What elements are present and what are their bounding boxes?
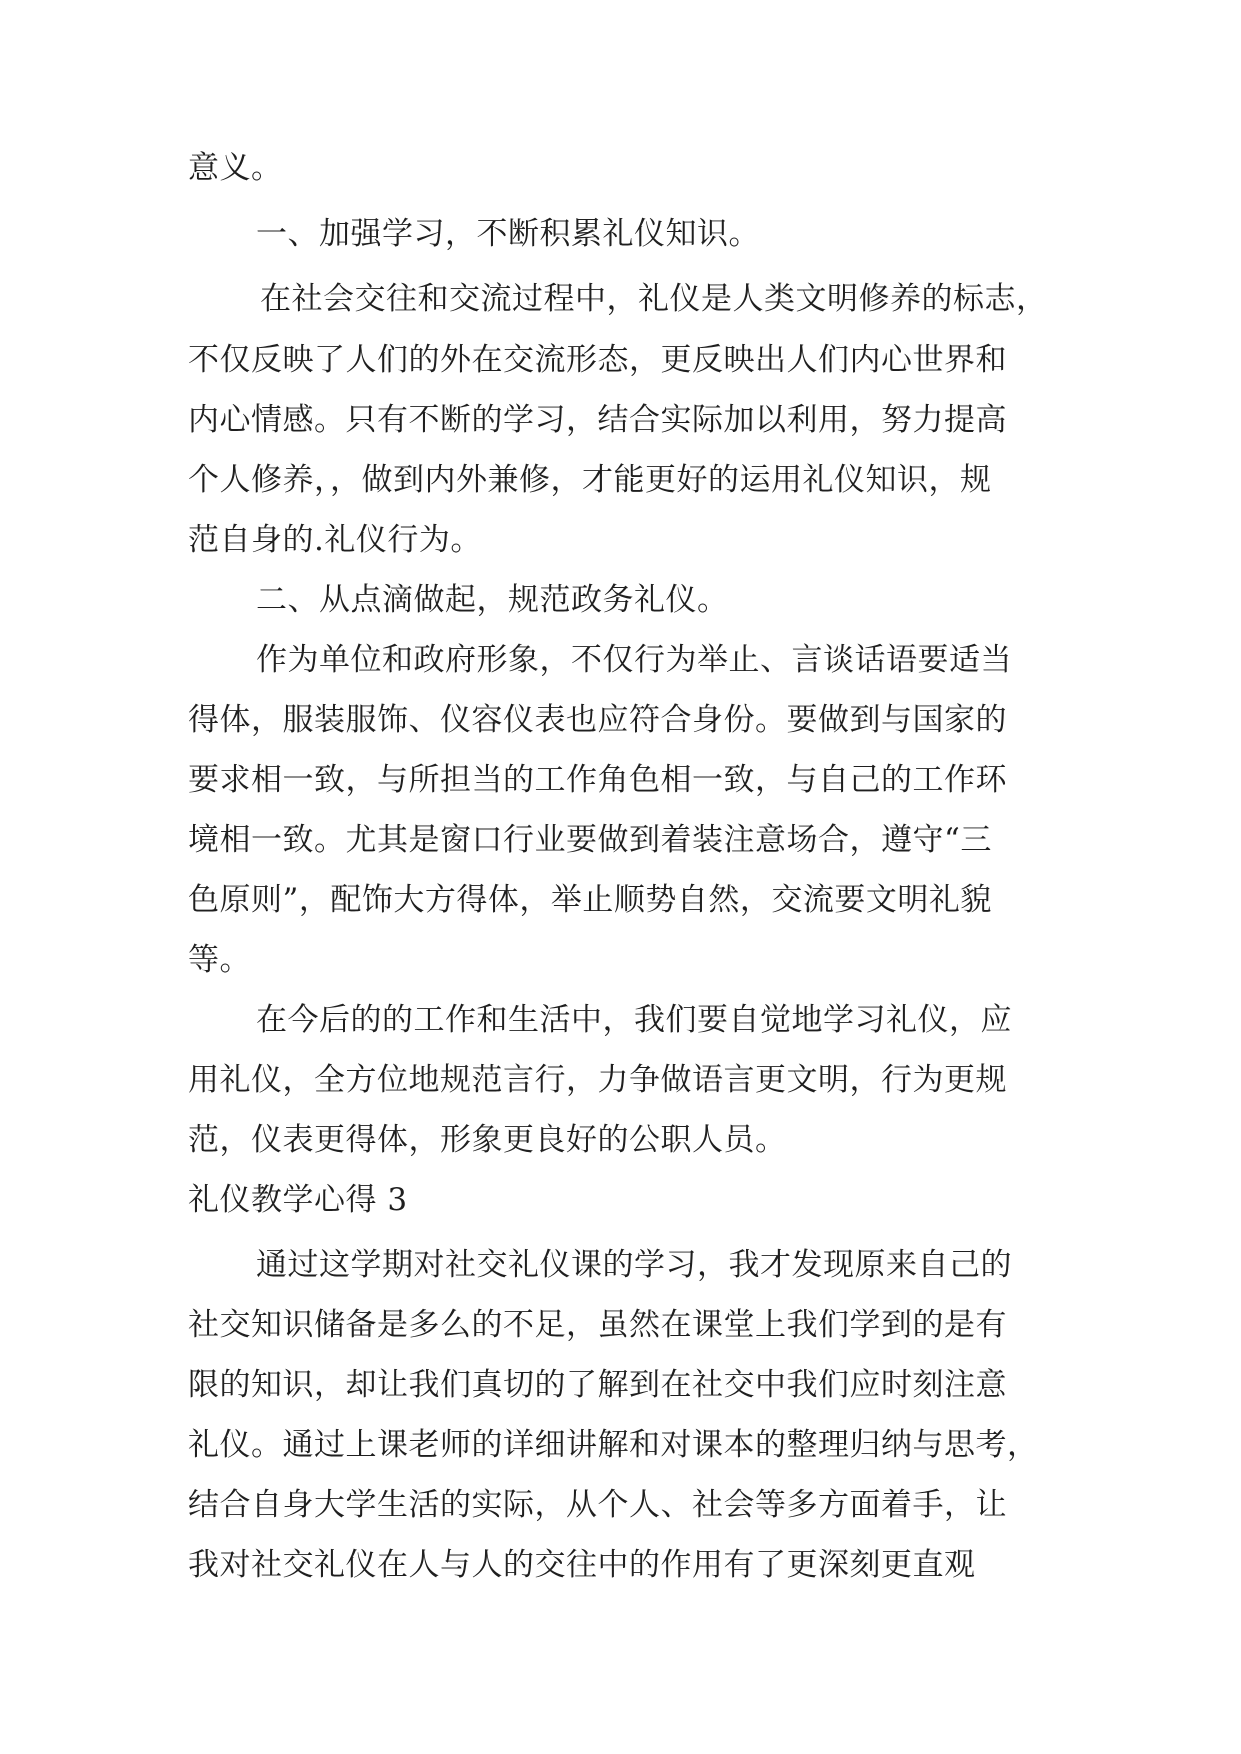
paragraph-line: 不仅反映了人们的外在交流形态，更反映出人们内心世界和 [188, 342, 1007, 378]
paragraph-line: 在今后的的工作和生活中，我们要自觉地学习礼仪，应 [256, 1002, 1012, 1038]
paragraph-line: 结合自身大学生活的实际，从个人、社会等多方面着手，让 [188, 1487, 1007, 1523]
paragraph-line: 在社会交往和交流过程中，礼仪是人类文明修养的标志， [260, 281, 1048, 317]
paragraph-line: 境相一致。尤其是窗口行业要做到着装注意场合，遵守“三 [188, 822, 992, 858]
section-heading-1: 一、加强学习，不断积累礼仪知识。 [256, 216, 760, 252]
paragraph-line: 内心情感。只有不断的学习，结合实际加以利用，努力提高 [188, 402, 1007, 438]
paragraph-line: 要求相一致，与所担当的工作角色相一致，与自己的工作环 [188, 762, 1007, 798]
paragraph-line: 意义。 [188, 150, 283, 186]
paragraph-line: 通过这学期对社交礼仪课的学习，我才发现原来自己的 [256, 1247, 1012, 1283]
paragraph-line: 等。 [188, 942, 251, 978]
paragraph-line: 礼仪。通过上课老师的详细讲解和对课本的整理归纳与思考， [188, 1427, 1039, 1463]
paragraph-line: 作为单位和政府形象，不仅行为举止、言谈话语要适当 [256, 642, 1012, 678]
paragraph-line: 我对社交礼仪在人与人的交往中的作用有了更深刻更直观 [188, 1547, 976, 1583]
section-heading-2: 二、从点滴做起，规范政务礼仪。 [256, 582, 729, 618]
paragraph-line: 用礼仪，全方位地规范言行，力争做语言更文明，行为更规 [188, 1062, 1007, 1098]
paragraph-line: 个人修养，，做到内外兼修，才能更好的运用礼仪知识，规 [188, 462, 992, 498]
paragraph-line: 限的知识，却让我们真切的了解到在社交中我们应时刻注意 [188, 1367, 1007, 1403]
paragraph-line: 社交知识储备是多么的不足，虽然在课堂上我们学到的是有 [188, 1307, 1007, 1343]
paragraph-line: 得体，服装服饰、仪容仪表也应符合身份。要做到与国家的 [188, 702, 1007, 738]
paragraph-line: 范，仪表更得体，形象更良好的公职人员。 [188, 1122, 787, 1158]
paragraph-line: 范自身的.礼仪行为。 [188, 522, 482, 558]
section-title: 礼仪教学心得 3 [188, 1182, 408, 1218]
paragraph-line: 色原则”，配饰大方得体，举止顺势自然，交流要文明礼貌 [188, 882, 992, 918]
